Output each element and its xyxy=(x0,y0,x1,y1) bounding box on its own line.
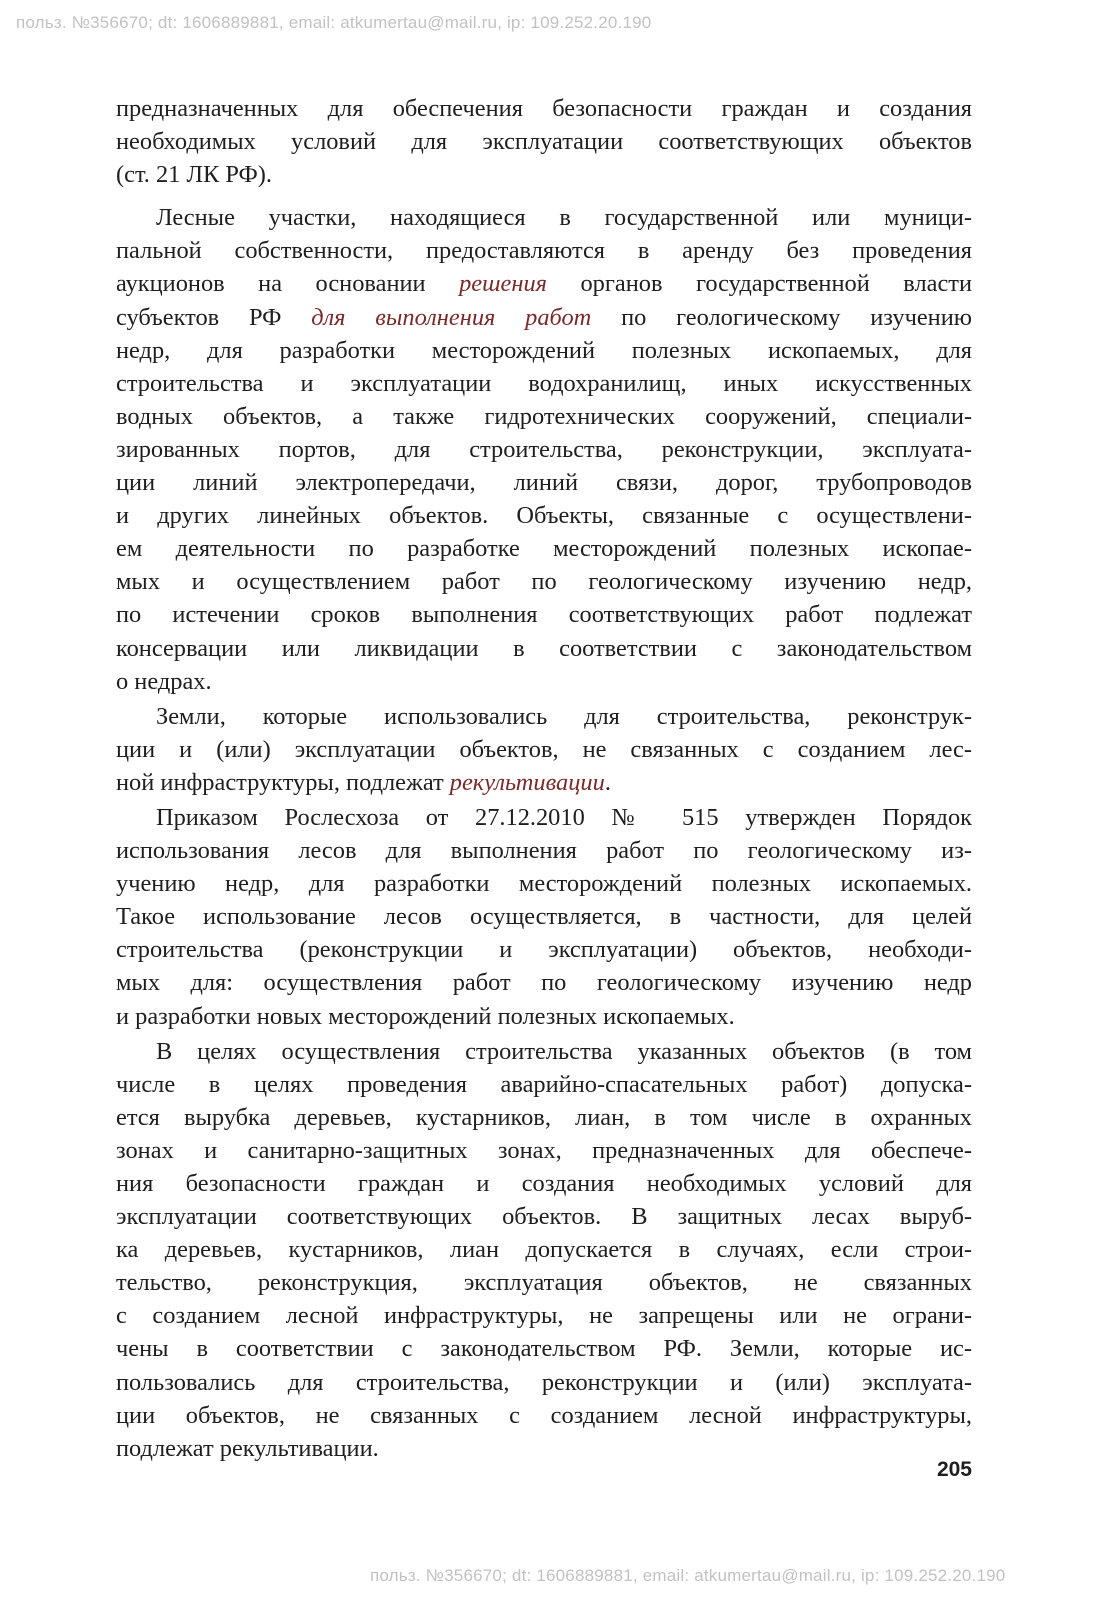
paragraph xyxy=(116,801,972,1033)
text-line: и разработки новых месторождений полезных ископаемых. xyxy=(116,1002,735,1030)
text-line: ем деятельности по разработке месторождений полезных ископае- xyxy=(116,535,972,563)
text-line: консервации или ликвидации в соответствии с законодательством xyxy=(116,634,972,662)
text-run: по геологическому изучению xyxy=(591,303,972,331)
text-line: ции линий электропередачи, линий связи, дорог, трубопроводов xyxy=(116,469,972,497)
text-run: . xyxy=(604,768,611,796)
text-run: ной инфраструктуры, подлежат xyxy=(116,768,450,796)
text-line: Приказом Рослесхоза от 27.12.2010 № 515 утвержден Порядок xyxy=(156,803,972,831)
text-line: чены в соответствии с законодательством РФ. Земли, которые ис- xyxy=(116,1335,972,1363)
text-line: мых и осуществлением работ по геологическому изучению недр, xyxy=(116,568,972,596)
page-number: 205 xyxy=(936,1458,972,1481)
text-line: (ст. 21 ЛК РФ). xyxy=(116,161,273,189)
text-run: субъектов РФ xyxy=(116,303,312,331)
text-line: мых для: осуществления работ по геологическому изучению недр xyxy=(116,969,972,997)
text-line: пользовались для строительства, реконструкции и (или) эксплуата- xyxy=(116,1368,972,1396)
text-line: строительства и эксплуатации водохранилищ, иных искусственных xyxy=(116,369,972,397)
text-run: органов государственной власти xyxy=(547,270,972,298)
paragraphs xyxy=(116,92,972,1465)
text-line: предназначенных для обеспечения безопасности граждан и создания xyxy=(116,95,972,122)
text-line: о недрах. xyxy=(116,667,212,695)
text-line: ния безопасности граждан и создания необходимых условий для xyxy=(116,1170,972,1197)
text-run: аукционов на основании xyxy=(116,270,460,298)
text-line: тельство, реконструкция, эксплуатация объектов, не связанных xyxy=(116,1269,972,1297)
watermark-bottom: польз. №356670; dt: 1606889881, email: atkumertau@mail.ru, ip: 109.252.20.190 xyxy=(370,1566,1006,1585)
paragraph xyxy=(116,700,972,799)
text-line: ции объектов, не связанных с созданием лесной инфраструктуры, xyxy=(116,1401,972,1429)
text-line: эксплуатации соответствующих объектов. В защитных лесах выруб- xyxy=(116,1203,972,1231)
text-line: ка деревьев, кустарников, лиан допускается в случаях, если строи- xyxy=(116,1236,972,1264)
text-line: числе в целях проведения аварийно-спасательных работ) допуска- xyxy=(116,1070,972,1098)
text-line: водных объектов, а также гидротехнических сооружений, специали- xyxy=(116,402,972,430)
text-line: зонах и санитарно-защитных зонах, предназначенных для обеспече- xyxy=(116,1136,972,1164)
highlighted-term: решения xyxy=(459,270,547,298)
paragraph xyxy=(116,201,972,697)
highlighted-term: для выполнения работ xyxy=(311,303,592,331)
highlighted-term: рекультивации xyxy=(449,768,605,796)
text-line: по истечении сроков выполнения соответствующих работ подлежат xyxy=(116,601,972,629)
text-line: подлежат рекультивации. xyxy=(116,1434,379,1462)
paragraph xyxy=(116,1035,972,1465)
text-line: ции и (или) эксплуатации объектов, не связанных с созданием лес- xyxy=(116,735,972,763)
text-line xyxy=(116,766,972,799)
text-line: Такое использование лесов осуществляется, в частности, для целей xyxy=(116,903,972,931)
text-line: с созданием лесной инфраструктуры, не запрещены или не ограни- xyxy=(116,1302,972,1330)
text-line: недр, для разработки месторождений полезных ископаемых, для xyxy=(116,336,972,364)
text-line: ется вырубка деревьев, кустарников, лиан, в том числе в охранных xyxy=(116,1103,972,1131)
text-line: В целях осуществления строительства указанных объектов (в том xyxy=(156,1037,972,1065)
watermark-top: польз. №356670; dt: 1606889881, email: atkumertau@mail.ru, ip: 109.252.20.190 xyxy=(16,13,652,32)
text-line: Лесные участки, находящиеся в государственной или муници- xyxy=(156,204,972,232)
text-line xyxy=(116,301,972,334)
text-line xyxy=(116,267,972,300)
text-line: использования лесов для выполнения работ по геологическому из- xyxy=(116,837,972,865)
text-line: Земли, которые использовались для строительства, реконструк- xyxy=(156,702,972,730)
text-line: и других линейных объектов. Объекты, связанные с осуществлени- xyxy=(116,502,972,530)
text-line: пальной собственности, предоставляются в аренду без проведения xyxy=(116,237,972,265)
paragraph xyxy=(116,92,972,191)
text-line: зированных портов, для строительства, реконструкции, эксплуата- xyxy=(116,435,972,463)
page-body xyxy=(116,92,972,1465)
text-line: необходимых условий для эксплуатации соответствующих объектов xyxy=(116,128,972,156)
text-line: строительства (реконструкции и эксплуатации) объектов, необходи- xyxy=(116,936,972,964)
text-line: учению недр, для разработки месторождений полезных ископаемых. xyxy=(116,870,972,898)
